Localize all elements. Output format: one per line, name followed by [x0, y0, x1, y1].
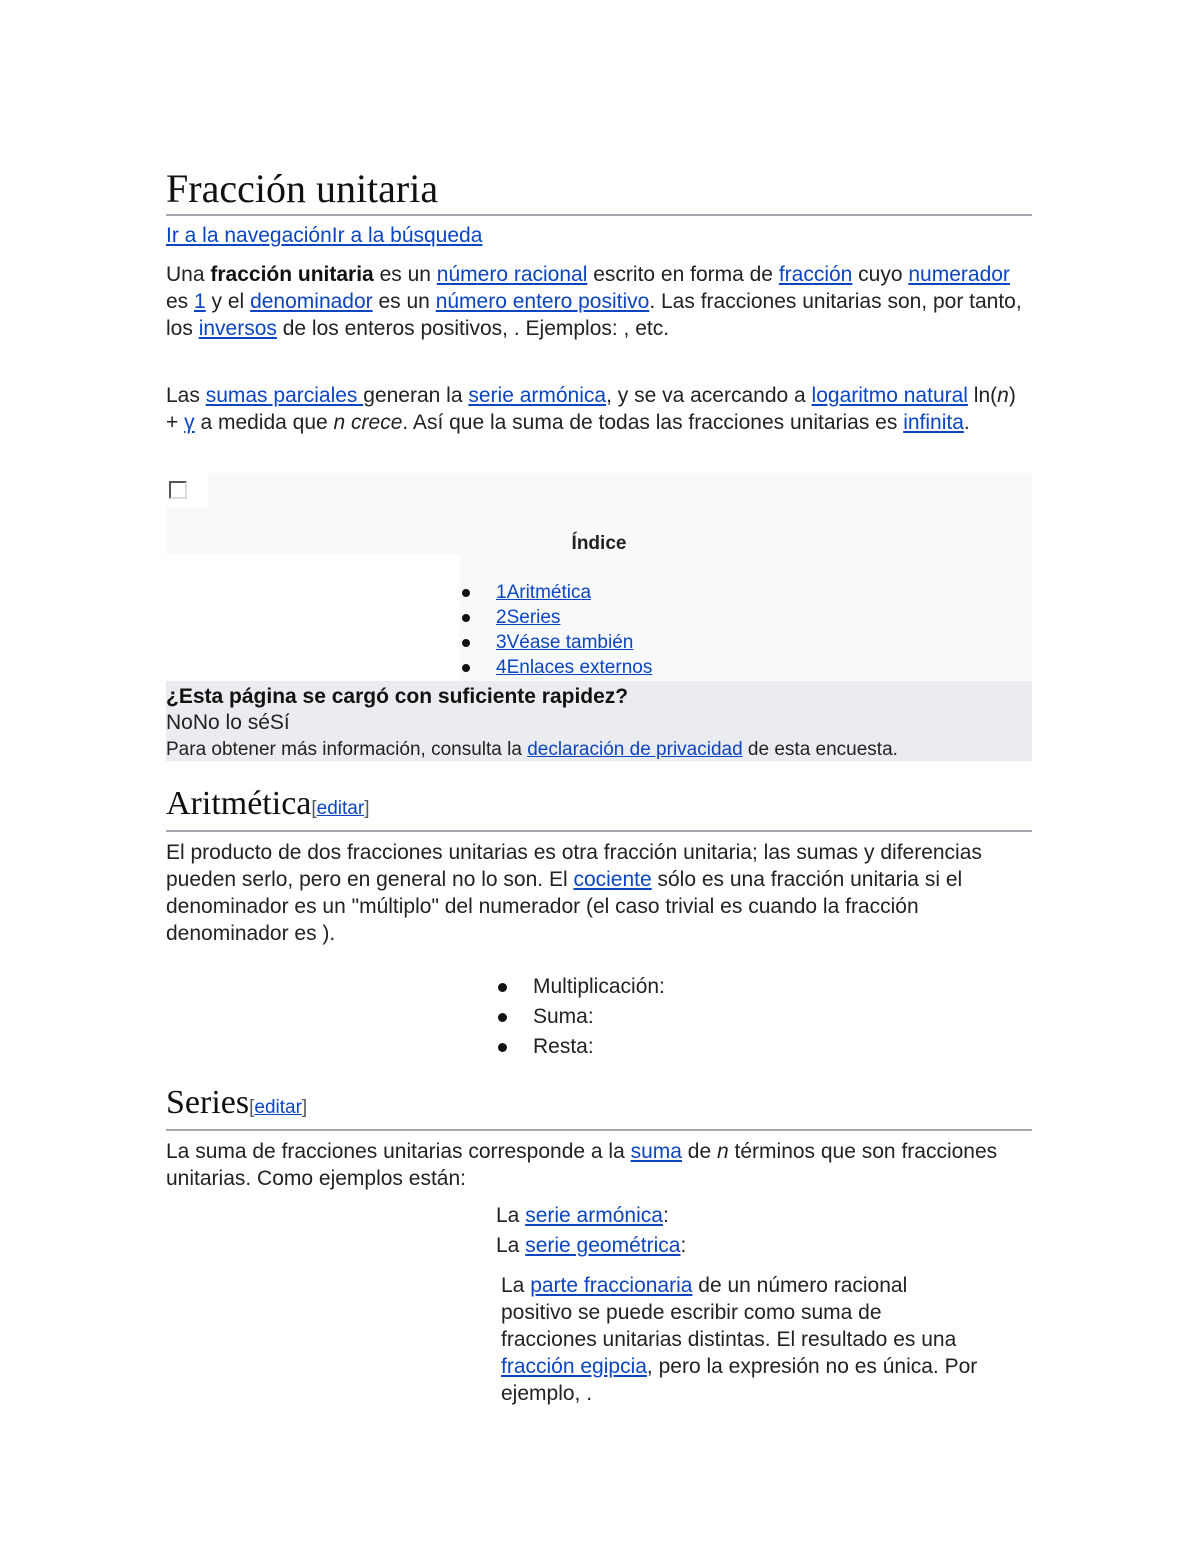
text: Las	[166, 384, 206, 407]
toc-label: Aritmética	[506, 582, 592, 603]
list-item-multiplicacion: Multiplicación:	[496, 972, 665, 1002]
aritmetica-paragraph	[166, 839, 1026, 947]
text: ) +	[166, 384, 1016, 434]
skip-links	[166, 222, 482, 249]
survey-option-no-lo-se[interactable]: No lo sé	[192, 711, 270, 734]
survey-option-si[interactable]: Sí	[269, 711, 290, 734]
privacy-statement-link[interactable]: declaración de privacidad	[527, 739, 743, 760]
text: . Las fracciones unitarias son, por tanto, los	[166, 290, 1022, 340]
operations-list	[496, 972, 665, 1062]
link-numerador[interactable]: numerador	[908, 263, 1010, 286]
link-numero-racional[interactable]: número racional	[436, 263, 588, 286]
link-cociente[interactable]: cociente	[573, 868, 652, 891]
toc-item[interactable]	[460, 655, 652, 680]
text: Para obtener más información, consulta la	[166, 739, 528, 760]
edit-section-link[interactable]	[249, 1097, 307, 1118]
toc-link-aritmetica[interactable]	[496, 582, 591, 603]
toc-item[interactable]	[460, 580, 652, 605]
link-gamma[interactable]: γ	[184, 411, 195, 434]
link-sumas-parciales[interactable]: sumas parciales	[205, 384, 364, 407]
series-example-geometrica	[496, 1231, 686, 1261]
text: es	[166, 290, 195, 313]
toc-number: 2	[496, 607, 507, 628]
link-denominador[interactable]: denominador	[250, 290, 373, 313]
bracket: [	[249, 1097, 255, 1118]
text: , y se va acercando a	[606, 384, 812, 407]
edit-section-link[interactable]	[311, 798, 369, 819]
text: La	[501, 1274, 531, 1297]
survey-options	[166, 710, 290, 736]
list-item-suma: Suma:	[496, 1002, 665, 1032]
survey-question: ¿Esta página se cargó con suficiente rapidez?	[166, 685, 629, 708]
link-fraccion[interactable]: fracción	[778, 263, 853, 286]
survey-option-no[interactable]: No	[166, 711, 193, 734]
toc-number: 4	[496, 657, 507, 678]
toc-spacer	[166, 555, 460, 681]
math-variable: n	[717, 1140, 729, 1163]
toc-link-series[interactable]	[496, 607, 560, 628]
egyptian-fraction-paragraph	[501, 1272, 981, 1407]
skip-to-search-link[interactable]: Ir a la búsqueda	[331, 224, 483, 247]
list-item-resta: Resta:	[496, 1032, 665, 1062]
toc-link-vease-tambien[interactable]	[496, 632, 633, 653]
text: ln(	[967, 384, 998, 407]
text: , pero la expresión no es única. Por ejemplo, .	[501, 1355, 978, 1405]
toc-toggle-checkbox[interactable]	[169, 481, 187, 499]
text: El producto de dos fracciones unitarias es otra fracción unitaria; las sumas y diferencias pueden serlo, pero en general no lo son. El	[166, 841, 982, 891]
link-serie-armonica-2[interactable]: serie armónica	[525, 1204, 663, 1227]
text: términos que son fracciones unitarias. Como ejemplos están:	[166, 1140, 998, 1190]
text: escrito en forma de	[587, 263, 779, 286]
text: de esta encuesta.	[742, 739, 898, 760]
text: a medida que	[194, 411, 334, 434]
toc-list	[460, 580, 652, 680]
text: La suma de fracciones unitarias corresponde a la	[166, 1140, 631, 1163]
intro-paragraph-1	[166, 261, 1026, 342]
text: :	[680, 1234, 687, 1257]
link-inversos[interactable]: inversos	[198, 317, 277, 340]
survey-note	[166, 737, 898, 763]
text: generan la	[363, 384, 469, 407]
text: de	[681, 1140, 717, 1163]
toc-item[interactable]	[460, 630, 652, 655]
toc-label: Series	[506, 607, 561, 628]
bracket: ]	[301, 1097, 308, 1118]
intro-paragraph-2	[166, 382, 1026, 436]
toc-label: Enlaces externos	[506, 657, 653, 678]
edit-link[interactable]: editar	[254, 1097, 302, 1118]
math-variable: n crece	[333, 411, 403, 434]
section-heading-aritmetica	[166, 785, 1032, 832]
text: Una	[166, 263, 211, 286]
link-serie-armonica[interactable]: serie armónica	[468, 384, 607, 407]
text: sólo es una fracción unitaria si el denominador es un "múltiplo" del numerador (el caso trivial es cuando la fracción denominador es ).	[166, 868, 963, 945]
text: La	[496, 1234, 526, 1257]
toc-label: Véase también	[506, 632, 634, 653]
text: . Así que la suma de todas las fracciones unitarias es	[402, 411, 904, 434]
toc-item[interactable]	[460, 605, 652, 630]
skip-to-navigation-link[interactable]: Ir a la navegación	[166, 224, 332, 247]
link-numero-entero-positivo[interactable]: número entero positivo	[435, 290, 650, 313]
text: cuyo	[852, 263, 909, 286]
text: es un	[372, 290, 436, 313]
toc-title: Índice	[571, 533, 627, 554]
bracket: [	[311, 798, 317, 819]
edit-link[interactable]: editar	[316, 798, 365, 819]
heading-text: Aritmética	[166, 785, 312, 822]
toc-number: 1	[496, 582, 507, 603]
toc-number: 3	[496, 632, 507, 653]
link-parte-fraccionaria[interactable]: parte fraccionaria	[530, 1274, 693, 1297]
text: :	[662, 1204, 669, 1227]
page-title: Fracción unitaria	[166, 166, 1032, 216]
link-suma[interactable]: suma	[630, 1140, 682, 1163]
text: de un número racional positivo se puede escribir como suma de fracciones unitarias distintas. El resultado es una	[501, 1274, 957, 1351]
section-heading-series	[166, 1084, 1032, 1131]
link-infinita[interactable]: infinita	[903, 411, 964, 434]
link-logaritmo-natural[interactable]: logaritmo natural	[811, 384, 968, 407]
link-fraccion-egipcia[interactable]: fracción egipcia	[501, 1355, 647, 1378]
heading-text: Series	[166, 1084, 250, 1121]
series-paragraph	[166, 1138, 1026, 1192]
link-uno[interactable]: 1	[194, 290, 206, 313]
text: y el	[205, 290, 251, 313]
text: de los enteros positivos, . Ejemplos: , etc.	[276, 317, 670, 340]
series-example-armonica	[496, 1201, 669, 1231]
math-variable: n	[997, 384, 1009, 407]
text: .	[963, 411, 970, 434]
toc-link-enlaces-externos[interactable]	[496, 657, 652, 678]
link-serie-geometrica[interactable]: serie geométrica	[525, 1234, 681, 1257]
bracket: ]	[364, 798, 370, 819]
text: La	[496, 1204, 526, 1227]
text: es un	[373, 263, 437, 286]
bold-term: fracción unitaria	[210, 263, 374, 286]
